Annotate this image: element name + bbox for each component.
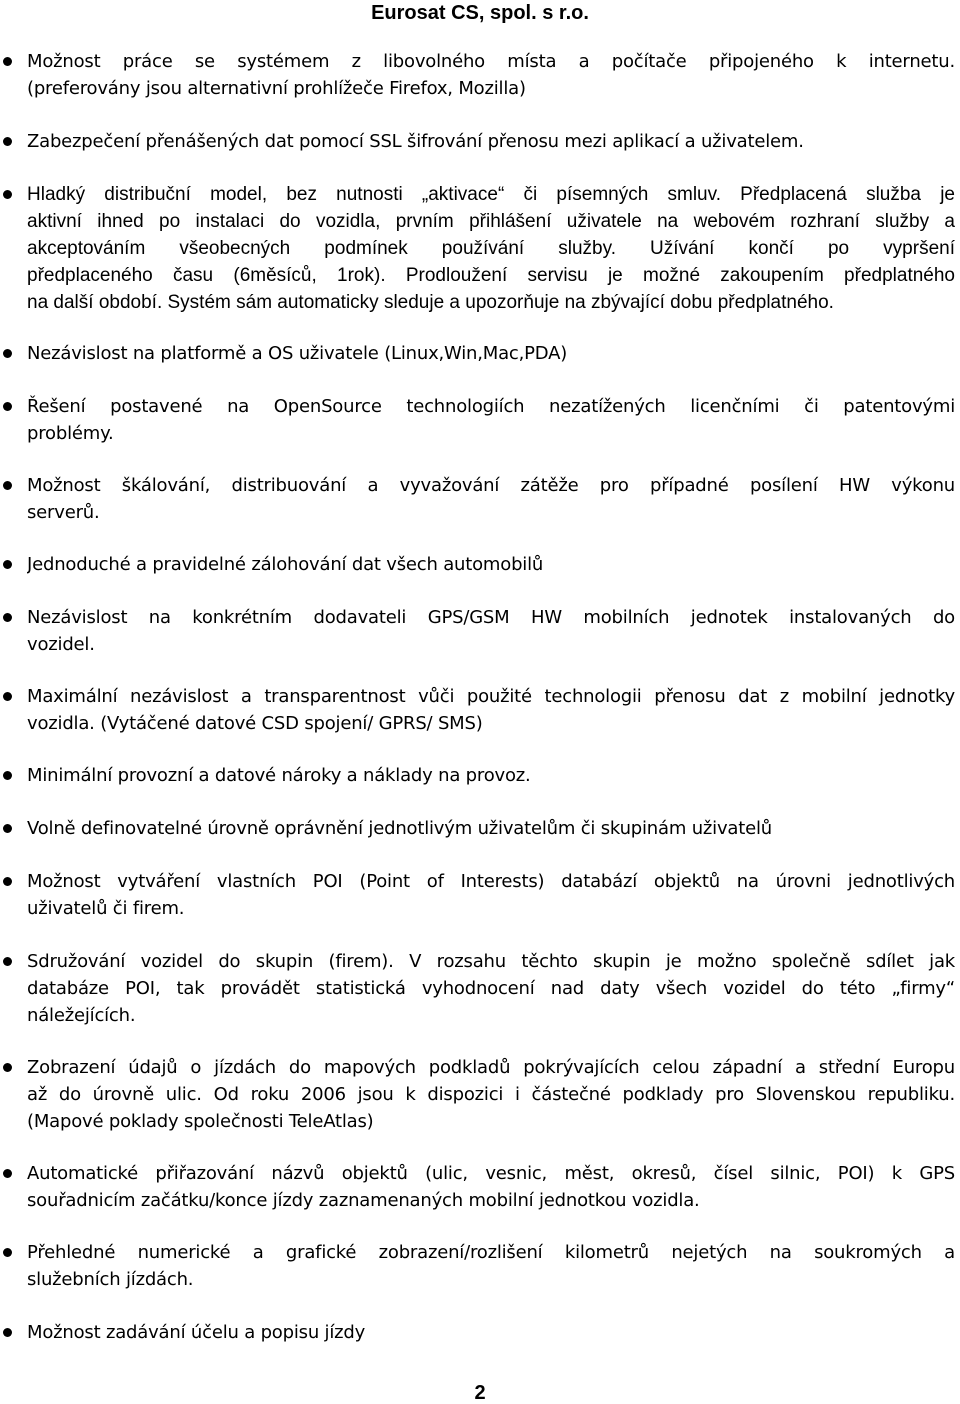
- bullet-icon: [3, 137, 12, 146]
- feature-text-line: Automatické přiřazování názvů objektů (ulic, vesnic, měst, okresů, čísel silnic, POI) k GPS: [27, 1163, 955, 1184]
- feature-text-line: na další období. Systém sám automaticky sleduje a upozorňuje na zbývající dobu předplatného.: [27, 292, 834, 313]
- feature-text-line: Jednoduché a pravidelné zálohování dat všech automobilů: [27, 554, 544, 575]
- feature-text-line: Maximální nezávislost a transparentnost vůči použité technologii přenosu dat z mobilní jednotky: [27, 686, 955, 707]
- bullet-icon: [3, 1328, 12, 1337]
- feature-text-line: až do úrovně ulic. Od roku 2006 jsou k dispozici i částečné podklady pro Slovenskou republiku.: [27, 1084, 955, 1105]
- feature-text-line: Možnost zadávání účelu a popisu jízdy: [27, 1322, 366, 1343]
- bullet-icon: [3, 560, 12, 569]
- bullet-icon: [3, 957, 12, 966]
- bullet-icon: [3, 1063, 12, 1072]
- feature-item: [27, 868, 955, 922]
- feature-text-line: Možnost škálování, distribuování a vyvažování zátěže pro případné posílení HW výkonu: [27, 475, 955, 496]
- feature-text-line: vozidel.: [27, 634, 95, 655]
- feature-text-line: služebních jízdách.: [27, 1269, 194, 1290]
- feature-text-line: Možnost vytváření vlastních POI (Point of Interests) databází objektů na úrovni jednotlivých: [27, 871, 955, 892]
- feature-item: [27, 472, 955, 526]
- bullet-icon: [3, 877, 12, 886]
- feature-item: [27, 762, 955, 789]
- feature-text-line: vozidla. (Vytáčené datové CSD spojení/ GPRS/ SMS): [27, 713, 483, 734]
- feature-text-line: problémy.: [27, 423, 114, 444]
- feature-text-line: souřadnicím začátku/konce jízdy zaznamenaných mobilní jednotkou vozidla.: [27, 1190, 700, 1211]
- feature-text-line: Zobrazení údajů o jízdách do mapových podkladů pokrývajících celou západní a střední Europu: [27, 1057, 955, 1078]
- bullet-icon: [3, 1248, 12, 1257]
- feature-text-line: předplaceného času (6měsíců, 1rok). Prodloužení servisu je možné zakoupením předplatného: [27, 265, 955, 286]
- feature-text-line: serverů.: [27, 502, 100, 523]
- bullet-icon: [3, 692, 12, 701]
- feature-item: [27, 604, 955, 658]
- feature-item: [27, 683, 955, 737]
- feature-item: [27, 1319, 955, 1346]
- feature-text-line: Nezávislost na konkrétním dodavateli GPS/GSM HW mobilních jednotek instalovaných do: [27, 607, 955, 628]
- feature-text-line: Sdružování vozidel do skupin (firem). V rozsahu těchto skupin je možno společně sdílet jak: [27, 951, 955, 972]
- feature-text-line: Zabezpečení přenášených dat pomocí SSL šifrování přenosu mezi aplikací a uživatelem.: [27, 131, 804, 152]
- feature-text-line: Možnost práce se systémem z libovolného místa a počítače připojeného k internetu.: [27, 51, 955, 72]
- feature-item: [27, 393, 955, 447]
- bullet-icon: [3, 57, 12, 66]
- bullet-icon: [3, 1169, 12, 1178]
- feature-text-line: aktivní ihned po instalaci do vozidla, prvním přihlášení uživatele na webovém rozhraní služby a: [27, 211, 955, 232]
- feature-item: [27, 128, 955, 155]
- feature-text-line: náležejících.: [27, 1005, 136, 1026]
- bullet-icon: [3, 824, 12, 833]
- company-name: Eurosat CS, spol. s r.o.: [371, 2, 589, 24]
- feature-text-line: (Mapové poklady společnosti TeleAtlas): [27, 1111, 374, 1132]
- feature-item: [27, 1160, 955, 1214]
- bullet-icon: [3, 771, 12, 780]
- feature-item: [27, 948, 955, 1029]
- company-header: [0, 0, 960, 26]
- feature-item: [27, 340, 955, 367]
- bullet-icon: [3, 402, 12, 411]
- feature-item: [27, 1054, 955, 1135]
- feature-item: [27, 181, 955, 316]
- feature-item: [27, 1239, 955, 1293]
- feature-text-line: Volně definovatelné úrovně oprávnění jednotlivým uživatelům či skupinám uživatelů: [27, 818, 772, 839]
- feature-item: [27, 48, 955, 102]
- bullet-icon: [3, 613, 12, 622]
- feature-text-line: Nezávislost na platformě a OS uživatele (Linux,Win,Mac,PDA): [27, 343, 568, 364]
- bullet-icon: [3, 349, 12, 358]
- page-number: 2: [474, 1382, 486, 1404]
- feature-item: [27, 551, 955, 578]
- feature-text-line: (preferovány jsou alternativní prohlížeče Firefox, Mozilla): [27, 78, 526, 99]
- feature-text-line: akceptováním všeobecných podmínek používání služby. Užívání končí po vypršení: [27, 238, 955, 259]
- feature-text-line: databáze POI, tak provádět statistická vyhodnocení nad daty všech vozidel do této „firmy“: [27, 978, 955, 999]
- feature-text-line: Přehledné numerické a grafické zobrazení/rozlišení kilometrů nejetých na soukromých a: [27, 1242, 955, 1263]
- feature-text-line: uživatelů či firem.: [27, 898, 185, 919]
- feature-item: [27, 815, 955, 842]
- feature-text-line: Minimální provozní a datové nároky a náklady na provoz.: [27, 765, 531, 786]
- feature-text-line: Řešení postavené na OpenSource technologiích nezatížených licenčními či patentovými: [27, 396, 955, 417]
- feature-text-line: Hladký distribuční model, bez nutnosti „aktivace“ či písemných smluv. Předplacená služba je: [27, 184, 955, 205]
- bullet-icon: [3, 481, 12, 490]
- bullet-icon: [3, 190, 12, 199]
